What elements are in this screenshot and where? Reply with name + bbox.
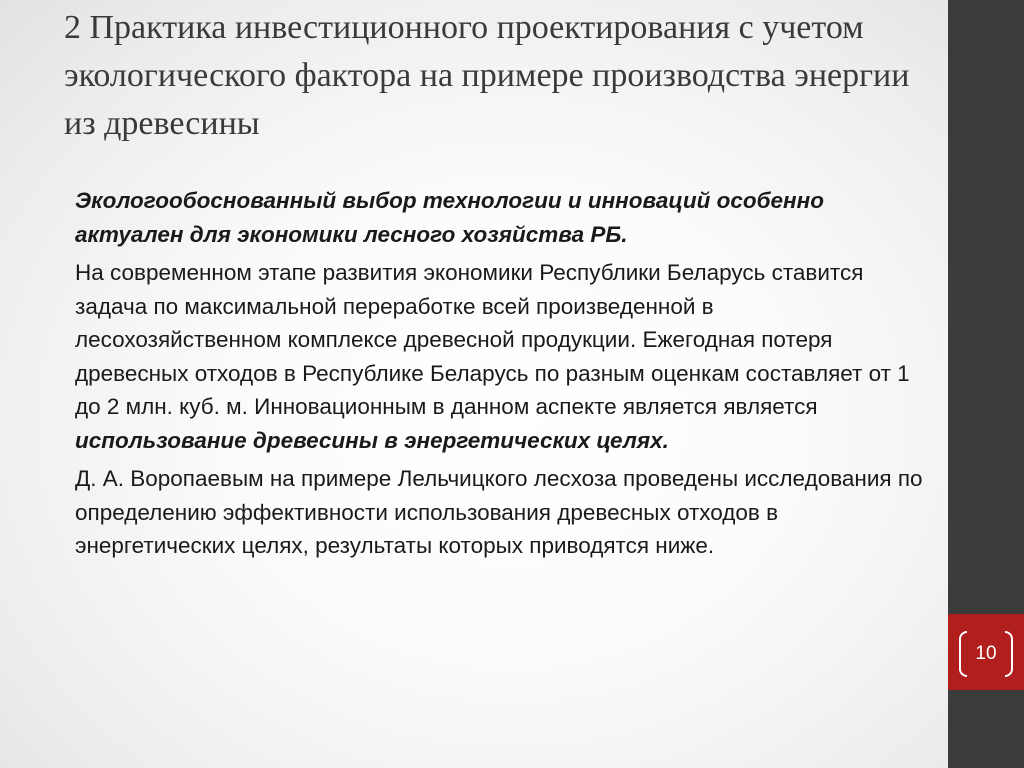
body-paragraph-1-emphasis: использование древесины в энергетических целях.	[75, 427, 669, 453]
right-brace-icon	[1005, 631, 1013, 677]
page-number-badge	[948, 614, 1024, 690]
slide-title: 2 Практика инвестиционного проектирования с учетом экологического фактора на примере производства энергии из древесины	[64, 9, 910, 142]
body-paragraph-1-text: На современном этапе развития экономики Республики Беларусь ставится задача по максимальной переработке всей произведенной в лесохозяйственном комплексе древесной продукции. Ежегодная потеря древесных отходов в Республике Беларусь по разным оценкам составляет от 1 до 2 млн. куб. м. Инновационным в данном аспекте является является	[75, 260, 910, 419]
body-paragraph-1	[75, 256, 925, 457]
slide-content	[75, 184, 925, 568]
page-number: 10	[975, 643, 997, 664]
lead-paragraph: Экологообоснованный выбор технологии и инноваций особенно актуален для экономики лесного хозяйства РБ.	[75, 188, 824, 247]
body-paragraph-2: Д. А. Воропаевым на примере Лельчицкого лесхоза проведены исследования по определению эффективности использования древесных отходов в энергетических целях, результаты которых приводятся ниже.	[75, 466, 923, 558]
